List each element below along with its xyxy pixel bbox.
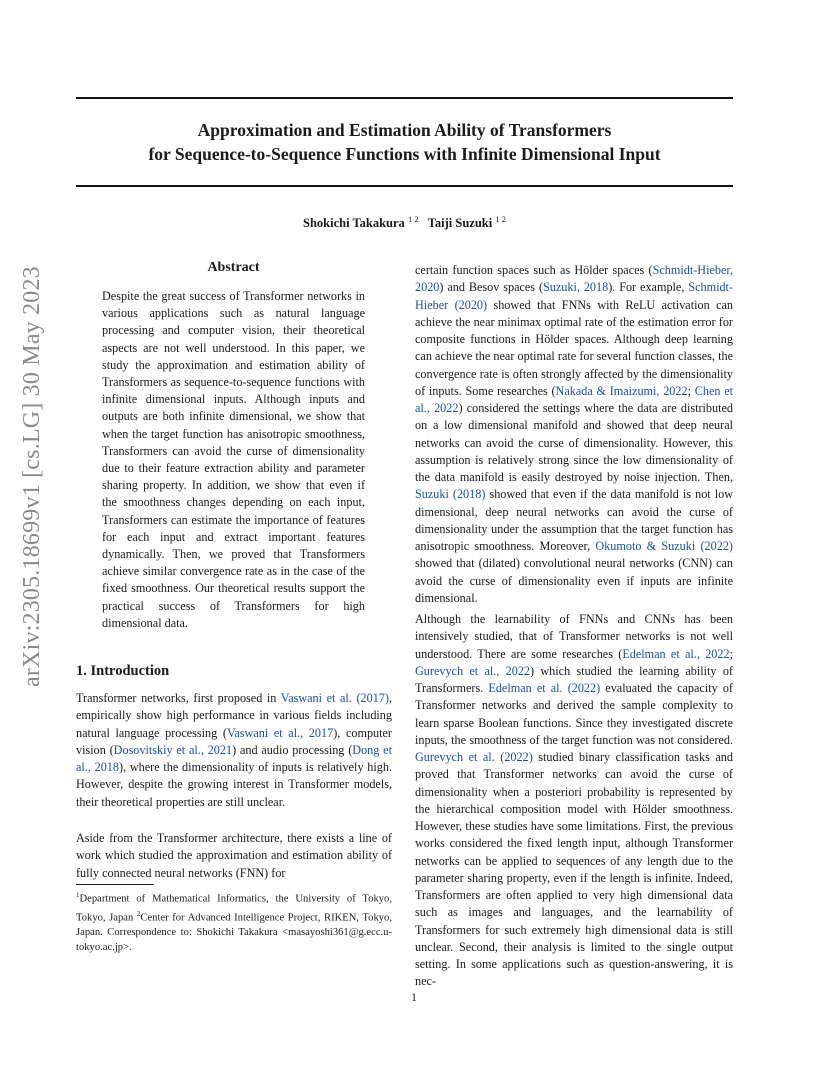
body-text: evaluated the capacity of Transformer networks and derived the sample complexity to learn sparse Boolean functions. Since they investigated discrete inputs, the smoothness of the target function was not considered. <box>415 681 733 747</box>
body-text: ) and audio processing ( <box>232 742 353 757</box>
body-text: ), computer vision ( <box>76 725 392 757</box>
body-text: studied binary classification tasks and proved that Transformer networks can avoid the curse of dimensionality when a posteriori probability is represented by the hierarchical composition model with Hölder smoothness. However, these studies have some limitations. First, the previous works considered the fixed length input, although Transformer networks can be applied to sequences of any length due to the parameter sharing property, even if the length is infinite. Indeed, Transformers are often applied to very high dimensional data such as images and languages, and the learnability of Transformers for such extremely high dimensional data is still unclear. Second, their analysis is limited to the single output setting. In some applications such as question-answering, it is nec- <box>415 750 733 989</box>
section-heading-introduction: 1. Introduction <box>76 663 170 679</box>
citation-link[interactable]: Suzuki (2018) <box>415 487 486 502</box>
body-text: ; <box>687 383 695 398</box>
footnote-rule <box>76 884 154 885</box>
author-name: Shokichi Takakura <box>303 216 405 231</box>
title-top-rule <box>76 97 733 99</box>
citation-link[interactable]: Edelman et al. (2022) <box>488 681 601 695</box>
body-text: Center for Advanced Intelligence Project, RIKEN, Tokyo, Japan. Correspondence to: Shokichi Takakura <masayoshi361@g.ecc.u-tokyo.ac.jp>. <box>76 912 392 953</box>
author-name: Taiji Suzuki <box>427 216 493 231</box>
body-text: ) which studied the learning ability of Transformers. <box>415 663 733 695</box>
body-text: ; <box>729 646 733 661</box>
body-text: Aside from the Transformer architecture, there exists a line of work which studied the approximation and estimation ability of fully connected neural networks (FNN) for <box>76 831 392 880</box>
citation-link[interactable]: Vaswani et al., 2017 <box>226 725 334 740</box>
body-text: , empirically show high performance in various fields including natural language processing ( <box>76 691 392 740</box>
paper-title <box>76 118 733 166</box>
title-line-1: Approximation and Estimation Ability of Transformers <box>197 120 612 140</box>
author-affiliation: 1 2 <box>495 214 506 224</box>
body-text: showed that FNNs with ReLU activation can achieve the near minimax optimal rate of the estimation error for composite functions in Hölder spaces. Although deep learning can achieve the near optimal rate for several function classes, the convergence rate is often strongly affected by the dimensionality of inputs. Some researches ( <box>415 297 733 398</box>
body-text: Although the learnability of FNNs and CNNs has been intensively studied, that of Transformer networks is not well understood. There are some researches ( <box>415 612 733 661</box>
abstract-heading: Abstract <box>207 260 260 275</box>
citation-link[interactable]: Dosovitskiy et al., 2021 <box>113 742 233 757</box>
footnote-marker: 2 <box>136 910 141 919</box>
abstract-text: Despite the great success of Transformer networks in various applications such as natural language processing and computer vision, their theoretical aspects are not well understood. In this paper, we study the approximation and estimation ability of Transformers as sequence-to-sequence functions with infinite dimensional inputs. Although inputs and outputs are both infinite dimensional, we show that when the target function has anisotropic smoothness, Transformers can avoid the curse of dimensionality due to their feature extraction ability and parameter sharing property. In addition, we show that even if the smoothness changes depending on each input, Transformers can estimate the importance of features for each input and extract important features dynamically. Then, we proved that Transformers achieve similar convergence rate as in the case of the fixed smoothness. Our theoretical results support the practical success of Transformers for high dimensional data. <box>102 289 365 630</box>
citation-link[interactable]: Vaswani et al. (2017) <box>280 691 389 705</box>
body-text: certain function spaces such as Hölder spaces ( <box>415 263 653 277</box>
citation-link[interactable]: Edelman et al., 2022 <box>622 646 730 661</box>
footnote-marker: 1 <box>76 891 80 899</box>
body-text: showed that even if the data manifold is not low dimensional, deep neural networks can avoid the curse of dimensionality under the assumption that the target function has anisotropic smoothness. Moreover, <box>415 487 733 553</box>
citation-link[interactable]: Gurevych et al. (2022) <box>415 750 533 764</box>
citation-link[interactable]: Chen et al., 2022 <box>415 383 733 415</box>
body-text: ) and Besov spaces ( <box>439 280 544 295</box>
body-text: Department of Mathematical Informatics, the University of Tokyo, Tokyo, Japan <box>76 893 392 924</box>
citation-link[interactable]: Dong et al., 2018 <box>76 742 392 775</box>
page-number: 1 <box>411 990 417 1004</box>
body-text: ). For example, <box>608 280 689 295</box>
affiliation-footnote <box>76 888 392 955</box>
intro-paragraph-1 <box>76 690 392 811</box>
citation-link[interactable]: Nakada & Imaizumi, 2022 <box>555 383 688 398</box>
title-bottom-rule <box>76 185 733 187</box>
citation-link[interactable]: Schmidt-Hieber, 2020 <box>415 263 733 295</box>
intro-paragraph-2 <box>76 830 392 882</box>
right-column-paragraph-2 <box>415 611 733 991</box>
citation-link[interactable]: Gurevych et al., 2022 <box>415 663 531 678</box>
author-affiliation: 1 2 <box>407 214 419 224</box>
citation-link[interactable]: Suzuki, 2018 <box>543 280 609 295</box>
body-text: ), where the dimensionality of inputs is relatively high. However, despite the growing interest in Transformer models, their theoretical properties are still unclear. <box>76 760 392 809</box>
right-column-paragraph-1 <box>415 262 733 607</box>
title-line-2: for Sequence-to-Sequence Functions with Infinite Dimensional Input <box>148 144 661 164</box>
arxiv-stamp: arXiv:2305.18699v1 [cs.LG] 30 May 2023 <box>19 266 45 687</box>
citation-link[interactable]: Okumoto & Suzuki (2022) <box>595 539 733 553</box>
citation-link[interactable]: Schmidt-Hieber (2020) <box>415 280 733 312</box>
body-text: Transformer networks, first proposed in <box>76 691 281 705</box>
author-list <box>76 214 733 231</box>
body-text: showed that (dilated) convolutional neural networks (CNN) can avoid the curse of dimensionality even if inputs are infinite dimensional. <box>415 556 733 605</box>
body-text: ) considered the settings where the data are distributed on a low dimensional manifold and showed that deep neural networks can avoid the curse of dimensionality. However, this assumption is relatively strong since the low dimensionality of the data manifold is easily destroyed by noise injection. Then, <box>415 401 733 484</box>
